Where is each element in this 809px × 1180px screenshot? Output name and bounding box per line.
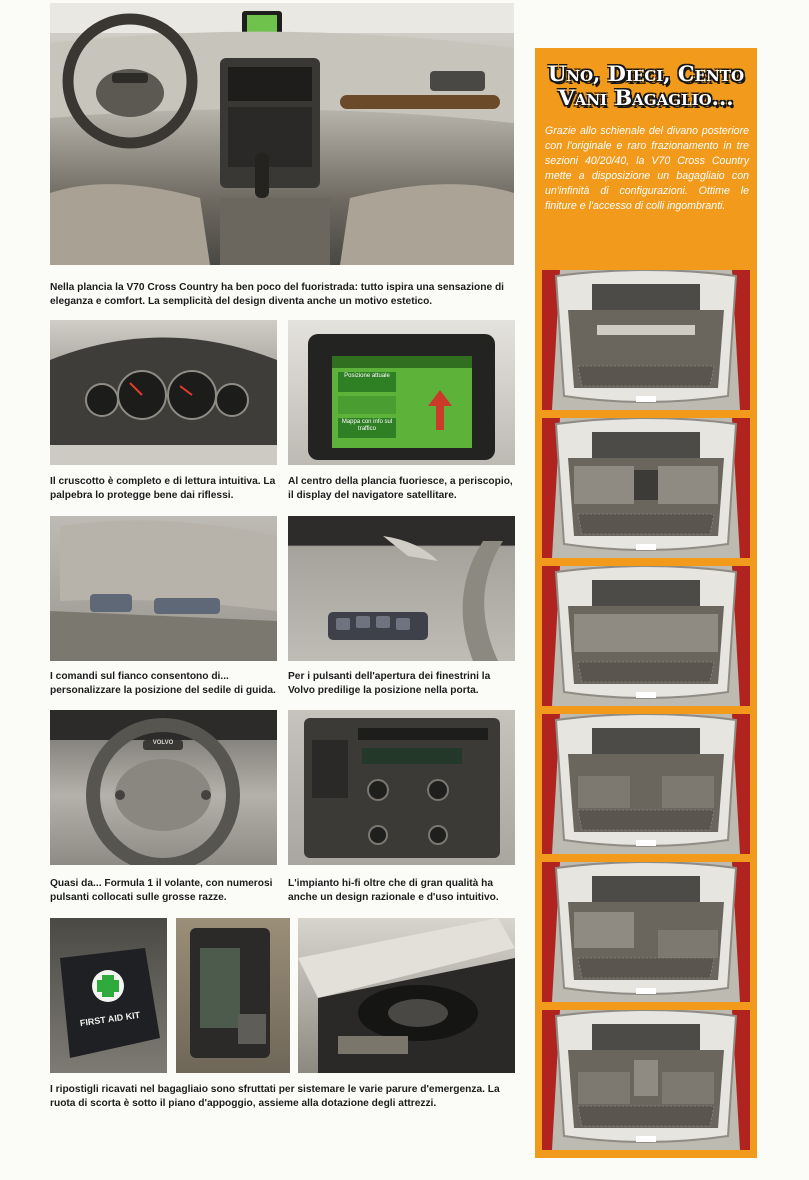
storage-compartment-photo [176,918,290,1073]
seat-photo [50,516,277,661]
navigator-caption: Al centro della plancia fuoriesce, a periscopio, il display del navigatore satellitare. [288,476,513,502]
dashboard-caption: Nella plancia la V70 Cross Country ha ben poco del fuoristrada: tutto ispira una sensazione di eleganza e comfort. La semplicità del design diventa anche un motivo estetico. [50,282,505,308]
first-aid-kit-photo [50,918,167,1073]
trunk-config-photo [542,862,750,1002]
trunk-config-photo [542,566,750,706]
first-aid-kit-label: FIRST AID KIT [79,1009,141,1029]
gauges-caption: Il cruscotto è completo e di lettura intuitiva. La palpebra lo protegge bene dai riflessi. [50,476,276,502]
sidebar-title: Uno, Dieci, Cento Vani Bagaglio... [547,61,745,111]
spare-wheel-photo [298,918,515,1073]
window-controls-caption: Per i pulsanti dell'apertura dei finestrini la Volvo predilige la posizione nella porta. [288,671,491,697]
steering-caption: Quasi da... Formula 1 il volante, con numerosi pulsanti collocati sulle grosse razze. [50,878,273,904]
trunk-config-photo [542,1010,750,1150]
trunk-config-photo [542,418,750,558]
trunk-config-photo [542,714,750,854]
storage-caption: I ripostigli ricavati nel bagagliaio sono sfruttati per sistemare le varie parure d'emergenza. La ruota di scorta è sotto il piano d'appoggio, assieme alla dotazione degli attrezzi. [50,1084,500,1110]
trunk-config-photo [542,270,750,410]
trunk-sidebar [535,48,757,1158]
navigator-photo [288,320,515,465]
nav-menu-item-traffic: Mappa con info sul traffico [341,419,393,433]
hifi-photo [288,710,515,865]
nav-menu-item-position: Posizione attuale [344,373,390,379]
sidebar-text: Grazie allo schienale del divano posteriore con l'originale e raro frazionamento in tre sezioni 40/20/40, la V70 Cross Country mette a disposizione un bagagliaio con un'infinità di configurazioni. Ottime le finiture e l'accesso di colli ingombranti. [545,125,749,213]
gauges-photo [50,320,277,465]
steering-volvo-badge: VOLVO [152,740,174,746]
seat-caption: I comandi sul fianco consentono di... personalizzare la posizione del sedile di guida. [50,671,276,697]
dashboard-photo [50,3,514,265]
hifi-caption: L'impianto hi-fi oltre che di gran qualità ha anche un design razionale e d'uso intuitivo. [288,878,499,904]
steering-wheel-photo [50,710,277,865]
window-controls-photo [288,516,515,661]
